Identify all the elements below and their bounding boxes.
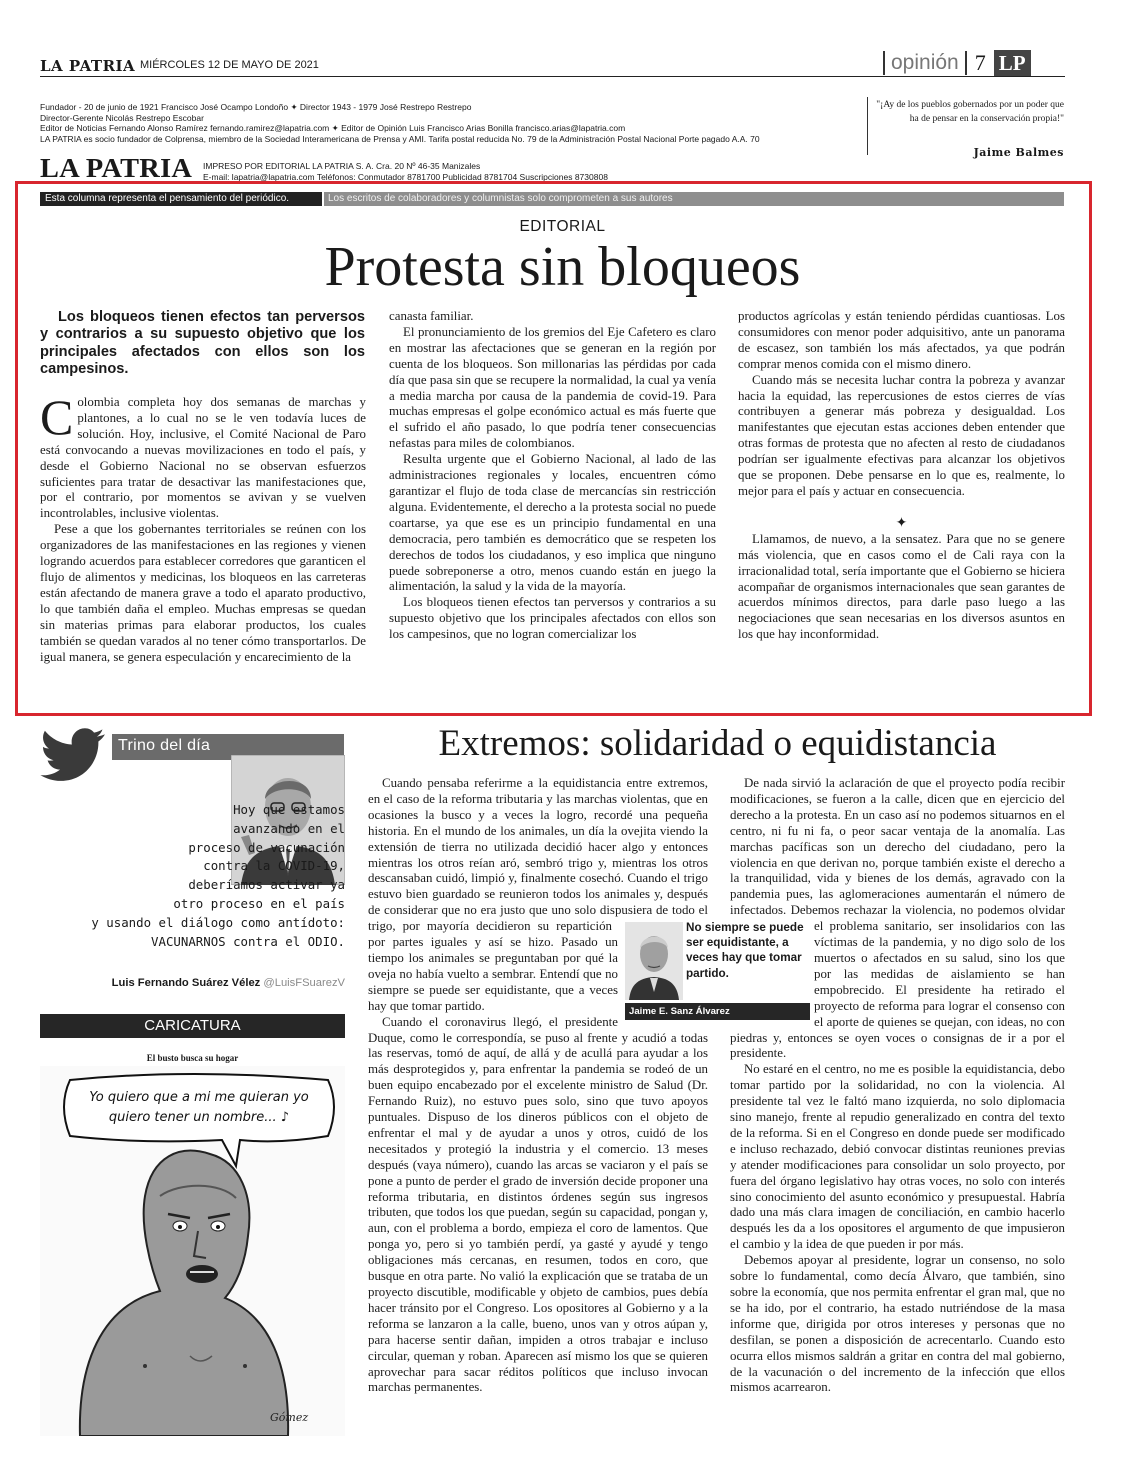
editorial-paragraph: Resulta urgente que el Gobierno Nacional, al lado de las administraciones regionales y locales, encuentren cómo garantizar el flujo de toda clase de mercancías sin restricción alguna. Evidentemente, el derecho a la protesta social no puede coartarse, ya que ese es un principio fundamental en una democracia, pero también es democrático que se respeten los derechos de todos los ciudadanos, y eso implica que ninguno puede sobreponerse a otro, menos cuando están en juego la alimentación, la salud y la vida de la mayoría. xyxy=(389,452,716,594)
credits-block xyxy=(40,102,840,144)
column-paragraph: Debemos apoyar al presidente, lograr un consenso, no solo sobre lo fundamental, como decía Álvaro, que también, sino sobre la economía, que nos permita enfrentar el gran mal, que no se ha ido, por el contrario, ha estado nutriéndose de la masa informe que, dirigida por otros intereses y personas que no desfilan, se ponen a disposición de acrecentarlo. Cuando esto ocurra ellos mismos saldrán a gritar en contra del mal gobierno, de la vacunación o del incremento de la infección que ellos mismos acarrearon. xyxy=(730,1253,1065,1395)
caricature-caption: El busto busca su hogar xyxy=(146,1053,239,1063)
editorial-paragraph: Llamamos, de nuevo, a la sensatez. Para que no se genere más violencia, que en casos como el de Cali raya con la irracionalidad total, sería importante que el Gobierno se hiciera acompañar de organismos internacionales que sean garantes de acuerdos mínimos directos, para darle paso luego a las negociaciones que sean necesarias en los diversos asuntos en los que hay inconformidad. xyxy=(738,531,1065,642)
column-right xyxy=(730,776,1065,1396)
trino-author-name: Luis Fernando Suárez Vélez xyxy=(111,977,261,989)
editorial-headline: Protesta sin bloqueos xyxy=(324,236,801,298)
editorial-paragraph: canasta familiar. xyxy=(389,309,474,323)
section-name: opinión xyxy=(883,51,967,75)
columnist-name: Jaime E. Sanz Álvarez xyxy=(625,1003,810,1020)
editorial-paragraph: Los bloqueos tienen efectos tan perversos y contrarios a su supuesto objetivo que los principales afectados con ellos son los campesinos, que no logran comercializar los xyxy=(389,595,716,642)
epigraph-quote: "¡Ay de los pueblos gobernados por un poder que ha de pensar en la conservación propia!" xyxy=(876,100,1064,124)
speech-bubble-text: Yo quiero que a mi me quieran yo quiero tener un nombre... ♪ xyxy=(89,1090,309,1125)
contributors-note-bar: Los escritos de colaboradores y columnistas solo comprometen a sus autores xyxy=(324,192,1064,206)
editorial-note-bar: Esta columna representa el pensamiento del periódico. xyxy=(40,192,322,206)
editorial-paragraph: Pese a que los gobernantes territoriales se reúnen con los organizadores de las manifestaciones en las regiones y vienen logrando acuerdos para establecer corredores que garanticen el flujo de alimentos y medicinas, los bloqueos en las carreteras están afectando de manera grave a todo el aparato productivo, lo que también daña el empleo. Muchas empresas se quedan sin materias primas para elaborar productos, los cuales también se quedan varados al no tener cómo transportarlos. De igual manera, se genera especulación y encarecimiento de la xyxy=(40,522,366,664)
diamond-icon: ✦ xyxy=(895,515,908,531)
column-paragraph: De nada sirvió la aclaración de que el proyecto podía recibir modificaciones, se fueron a la calle, dicen que en ejercicio del derecho a la protesta. En un caso así no podemos situarnos en el centro, ni fu ni fa, o peor sacar ventaja de la anomalía. Las marchas pacíficas son un derecho del ciudadano, pero la violencia en que derivan no, porque también existe el derecho a la tranquilidad, vida y bienes de los demás, agravado con la pandemia pues, las aglomeraciones aumentarán el número de infectados. Debemos rechazar la violencia, no podemos olvidar el problema sanitario, ser insolidarios con las víctimas de la pandemia, y no digo solo de los muertos o afectados en su salud, sino los que por las medidas de aislamiento se han empobrecido. El presidente ha retirado el proyecto de reforma para lograr el consenso con el aporte de quienes se quejan, con ideas, no con piedras y, entonces se oyen voces o consignas de ir a por el presidente. xyxy=(730,776,1065,1061)
column-paragraph: Cuando pensaba referirme a la equidistancia entre extremos, en el caso de la reforma tributaria y las marchas violentas, que en ocasiones la busco y a veces la logro, recordé una pequeña historia. En el mundo de los animales, un día la ovejita viendo la extensión de tierra no utilizada decidió hacer algo y entonces mientras los otros reían aró, sembró trigo y, mientras los otros descansaban cuidó, limpió y, finalmente cosechó. Cuando el trigo estuvo bien guardado se reunieron todos los animales y, después de considerar que no era justo que uno solo dispusiera de todo el trigo, por mayoría decidieron su repartición por partes iguales y así se hizo. Pasado un tiempo los animales se preguntaban por qué la oveja no había vuelto a sembrar. Entendí que no siempre se puede ser equidistante, que a veces hay que tomar partido. xyxy=(368,776,708,1015)
pull-quote-text: No siempre se puede ser equidistante, a veces hay que tomar partido. xyxy=(686,921,804,980)
drop-cap: C xyxy=(40,389,74,445)
page-number: 7 xyxy=(974,50,986,75)
imprint-info xyxy=(203,161,608,182)
newspaper-logo: LA PATRIA xyxy=(40,57,136,75)
trino-title: Trino del día xyxy=(118,737,211,754)
trino-text: Hoy que estamos avanzando en el proceso de vacunación contra la COVID-19, deberíamos activar ya otro proceso en el país y usando el diálogo como antídoto: VACUNARNOS contra el ODIO. xyxy=(91,802,345,949)
editorial-kicker: EDITORIAL xyxy=(519,218,606,235)
credit-line: Director-Gerente Nicolás Restrepo Escobar xyxy=(40,112,204,123)
column-headline: Extremos: solidaridad o equidistancia xyxy=(438,723,997,764)
editorial-paragraph: Colombia completa hoy dos semanas de marchas y plantones, a lo cual no se le ven todavía luces de solución. Hoy, inclusive, el Comité Nacional de Paro está convocando a nuevas movilizaciones en todo el país, y desde el Gobierno Nacional no se observan esfuerzos suficientes para tratar de desactivar las manifestaciones que, por el contrario, por momentos se avivan y se vuelven incontrolables, inclusive violentas. xyxy=(40,389,366,521)
imprint-logo: LA PATRIA xyxy=(40,153,193,183)
twitter-bird-icon xyxy=(40,728,106,782)
imprint-line: IMPRESO POR EDITORIAL LA PATRIA S. A. Cra. 20 Nº 46-35 Manizales xyxy=(203,161,481,171)
editorial-column-1 xyxy=(40,389,366,665)
editorial-column-3 xyxy=(738,309,1065,643)
columnist-photo xyxy=(625,922,683,1000)
caricature-signature: Gómez xyxy=(270,1411,309,1424)
trino-handle-link[interactable]: @LuisFSuarezV xyxy=(263,977,345,989)
column-left xyxy=(368,776,708,1396)
imprint-line: E-mail: lapatria@lapatria.com Teléfonos: Conmutador 8781700 Publicidad 8781704 Suscripciones 8730808 xyxy=(203,171,608,182)
caricature-title-bar: CARICATURA xyxy=(40,1014,345,1038)
credit-line: Fundador - 20 de junio de 1921 Francisco José Ocampo Londoño ✦ Director 1943 - 1979 José Restrepo Restrepo xyxy=(40,102,472,112)
editorial-paragraph: El pronunciamiento de los gremios del Eje Cafetero es claro en mostrar las afectaciones que se generan en la región por cuenta de los bloqueos. Son millonarias las pérdidas por cada día que pasa sin que se recupere la normalidad, la cual ya venía a media marcha por causa de la pandemia de covid-19. Para muchas empresas el golpe económico actual es más fuerte que el sufrido el año pasado, lo que podría tener consecuencias nefastas para miles de colombianos. xyxy=(389,324,716,451)
credit-line: LA PATRIA es socio fundador de Colprensa, miembro de la Sociedad Interamericana de Prensa y AMI. Tarifa postal reducida No. 79 de la Administración Postal Nacional Porte pagado A.A. 70 xyxy=(40,133,760,144)
masthead-rule xyxy=(40,76,1065,77)
issue-date: MIÉRCOLES 12 DE MAYO DE 2021 xyxy=(140,59,319,71)
editorial-paragraph: productos agrícolas y están teniendo pérdidas cuantiosas. Los consumidores con menor poder adquisitivo, ante un panorama de escasez, son también los más afectados, ya que podrán comprar menos comida con el mismo dinero. xyxy=(738,309,1065,371)
caricature-illustration xyxy=(40,1066,345,1436)
editorial-paragraph: Cuando más se necesita luchar contra la pobreza y avanzar hacia la equidad, las repercusiones de estos cierres de vías contribuyen a generar más pobreza y desigualdad. Los manifestantes que ejecutan estas acciones deben entender que otras formas de protesta que no afecten al resto de ciudadanos podrían ser igualmente efectivas para alcanzar los objetivos que se proponen. Debe pensarse en lo que es, realmente, lo mejor para el país y actuar en consecuencia. xyxy=(738,372,1065,498)
column-paragraph: No estaré en el centro, no me es posible la equidistancia, debo tomar partido por la solidaridad, no con la violencia. Al presidente tal vez le faltó mano izquierda, no solo diplomacia sino manejo, frente al repudio generalizado en contra del texto de la reforma. Si en el Congreso en donde puede ser modificado e incluso rechazado, debió convocar distintas reuniones previas y atender modificaciones para consolidar un solo proyecto, por fuera del órgano legislativo hay otras voces, no solo con interés sino conocimiento del asunto económico y presupuestal. Habría dado una más clara imagen de conciliación, en cambio hacerlo después les da a los opositores el argumento de que impusieron el cambio y la idea de que pueden ir por más. xyxy=(730,1062,1065,1252)
credit-line: Editor de Noticias Fernando Alonso Ramírez fernando.ramirez@lapatria.com ✦ Editor de Opinión Luis Francisco Arias Bonilla francisco.arias@lapatria.com xyxy=(40,123,626,133)
epigraph-author: Jaime Balmes xyxy=(973,146,1064,159)
editorial-column-2 xyxy=(389,309,716,643)
column-paragraph: Cuando el coronavirus llegó, el presidente Duque, como le correspondía, se puso al frente y acudió a todas las reservas, tomó de aquí, de allá y de acullá para ayudar a los más desprotegidos y, para enfrentar la pandemia se rodeó de un buen equipo encabezado por el excelente ministro de Salud (Dr. Fernando Ruiz), no estuvo pues solo, sino que tuvo apoyos puntuales. Dispuso de los dineros públicos con el objeto de enfrentar el mal y de ayudar a unos y otros, cuidó de los necesitados y protegió la industria y el comercio. 13 meses después (vaya número), cuando las arcas se vaciaron y el país se pone a punto de perder el grado de inversión decide proponer una reforma tributaria, en distintos órdenes según sus ingresos tributen, que todos los que puedan, según su capacidad, pongan y, aun, con el problema a bordo, empieza el coro de lamentos. Que ponga yo, pero si yo también perdí, ya gasté y ayudé y tengo obligaciones más cercanas, en resumen, todos en coro, que busque en otra parte. No valió la explicación que se trataba de un proyecto discutible, modificable y objeto de cambios, pues debía hacer tránsito por el Congreso. Los opositores al Gobierno y a la reforma se lanzaron a la calle, bueno, unos van y otros aúpan y, para hacerse sentir dañan, impiden a otros trabajar e incluso circular, queman y roban. Aparecen así mismo los que se quieren aprovechar para sacar réditos políticos que incluso invocan marchas permanentes. xyxy=(368,1014,708,1395)
editorial-lead: Los bloqueos tienen efectos tan perversos y contrarios a su supuesto objetivo que los principales afectados con ellos son los campesinos. xyxy=(40,309,365,377)
lp-badge: LP xyxy=(994,50,1031,76)
section-header xyxy=(883,46,1031,80)
trino-author xyxy=(40,977,345,989)
quote-rule xyxy=(867,97,868,155)
